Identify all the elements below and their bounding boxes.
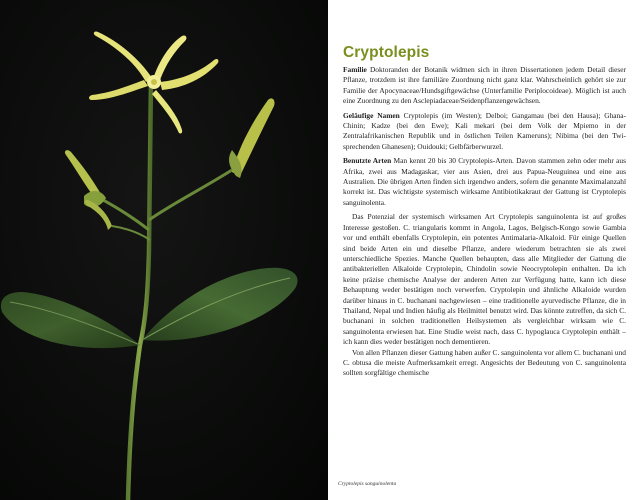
- article-title: Cryptolepis: [343, 44, 430, 61]
- section-namen: [343, 111, 626, 153]
- section-label: Benutzte Arten: [343, 156, 392, 166]
- body-paragraph: Von allen Pflanzen dieser Gattung haben außer C. sanguinolenta vor allem C. buchanani und C. obtusa die meiste Aufmerksamkeit erregt. Angesichts der Bedeutung von C. sanguinolenta sollten sorgfältige chemische: [343, 347, 626, 378]
- section-label: Geläufige Namen: [343, 110, 400, 120]
- section-text: Man kennt 20 bis 30 Cryptolepis-Arten. Davon stammen zehn oder mehr aus Afrika, zwei aus Madagaskar, vier aus Asien, drei aus Papua-Neuguinea und eine aus Australien. Die übrigen Arten finden sich irgendwo anders, sofern die genannte Maximalanzahl korrekt ist. Das wichtigste systemisch wirksame Antibiotikakraut der Gattung ist Cryptolepis sanguinolenta.: [343, 156, 626, 207]
- photo-caption: Cryptolepis sanguinolenta: [338, 481, 397, 487]
- section-text: Doktoranden der Botanik widmen sich in ihren Dissertationen jedem Detail dieser Pflanze, trotzdem ist ihre familiäre Zuordnung nicht ganz klar. Wahrscheinlich gehört sie zur Familie der Apocynaceae/Hundsgiftgewächse (Unterfamilie Periplocoideae). Möglich ist auch eine Zuordnung zu den Asclepiadaceae/Seidenpflanzengewächsen.: [343, 65, 626, 106]
- article-page: [343, 44, 626, 379]
- section-text: Cryptolepis (im Westen); Delboi; Gangamau (bei den Hausa); Ghana-Chinin; Kadze (bei den Ewe); Kali mekari (bei dem Volk der Mpiemo in der Zentralafrikanischen Republik und in östlichen Teilen Kameruns); Nibima (bei den Twi-sprechenden Ghanesen); Ouidouki; Gelbfärberwurzel.: [343, 110, 626, 151]
- section-label: Familie: [343, 65, 367, 74]
- section-familie: [343, 65, 626, 107]
- body-paragraph: Das Potenzial der systemisch wirksamen Art Cryptolepis sanguinolenta ist auf großes Interesse gestoßen. C. triangularis kommt in Angola, Lagos, Belgisch-Kongo sowie Gambia vor und enthält ebenfalls Cryptolepin, ein potentes Antimalaria-Alkaloid. Für einige Quellen sind beide Arten ein und dieselbe Pflanze, andere wiederum betrachten sie als zwei unterschiedliche Spezies. Manche Quellen behaupten, dass alle Mitglieder der Gattung die antibakteriellen Alkaloide Cryptolepin, Chindolin sowie Neocryptolepin enthalten. Da ich keine präzise chemische Analyse der anderen Arten zur Verfügung hatte, kann ich diese Behauptung weder bestätigen noch verwerfen. Cryptolepin und ähnliche Alkaloide wurden darüber hinaus in C. buchanani nachgewiesen – eine traditionelle ayurvedische Pflanze, die in Thailand, Nepal und Indien häufig als Heilmittel benutzt wird. Das könnte zutreffen, da sich C. buchanani in solchen traditionellen Heilsystemen als vergleichbar wirksam wie C. sanguinolenta erwiesen hat. Eine Studie weist nach, dass C. hypoglauca Cryptolepin enthält – ich kann dies weder bestätigen noch dementieren.: [343, 212, 626, 347]
- section-arten: [343, 156, 626, 208]
